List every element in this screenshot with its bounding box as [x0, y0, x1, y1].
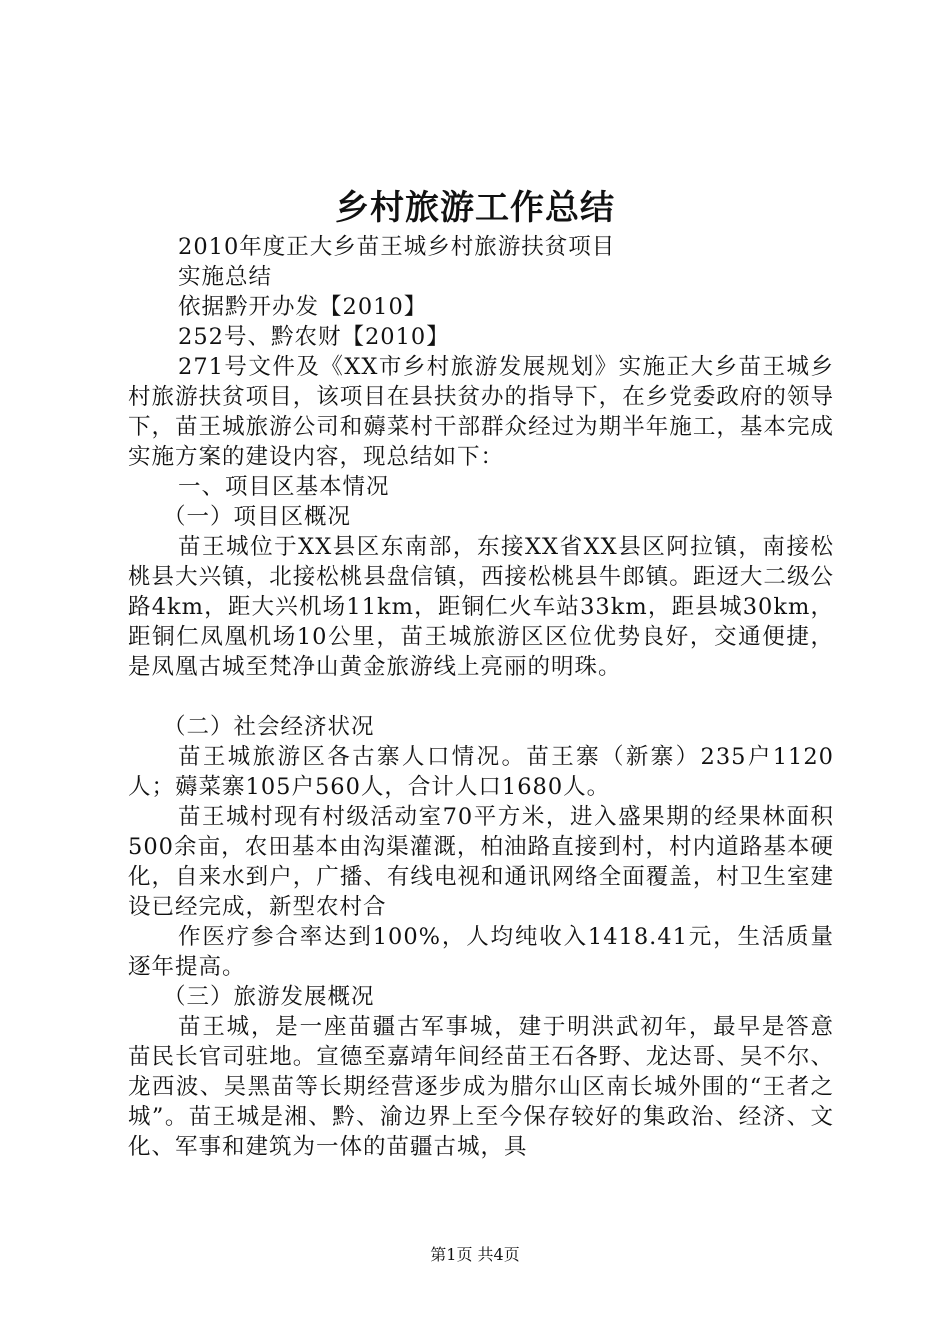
paragraph-location: 苗王城位于XX县区东南部，东接XX省XX县区阿拉镇，南接松桃县大兴镇，北接松桃县盘信镇，西接松桃县牛郎镇。距迓大二级公路4km，距大兴机场11km，距铜仁火车站33km，距县城30km，距铜仁凤凰机场10公里，苗王城旅游区区位优势良好，交通便捷，是凤凰古城至梵净山黄金旅游线上亮丽的明珠。 [128, 534, 834, 680]
paragraph-basis-2: 252号、黔农财【2010】 [178, 324, 450, 350]
paragraph-basis-1: 依据黔开办发【2010】 [178, 294, 428, 320]
subsection-heading-3: （三）旅游发展概况 [163, 984, 375, 1010]
blank-line [128, 682, 834, 712]
paragraph-population: 苗王城旅游区各古寨人口情况。苗王寨（新寨）235户1120人；薅菜寨105户560人，合计人口1680人。 [128, 744, 834, 800]
paragraph-income: 作医疗参合率达到100%，人均纯收入1418.41元，生活质量逐年提高。 [128, 924, 834, 980]
document-title: 乡村旅游工作总结 [335, 188, 615, 228]
subsection-heading-2: （二）社会经济状况 [163, 714, 375, 740]
paragraph-intro: 271号文件及《XX市乡村旅游发展规划》实施正大乡苗王城乡村旅游扶贫项目，该项目在县扶贫办的指导下，在乡党委政府的领导下，苗王城旅游公司和薅菜村干部群众经过为期半年施工，基本完成实施方案的建设内容，现总结如下： [128, 354, 834, 470]
section-heading-1: 一、项目区基本情况 [178, 474, 390, 500]
document-body [128, 232, 834, 1162]
paragraph-project-name: 2010年度正大乡苗王城乡村旅游扶贫项目 [178, 234, 616, 260]
paragraph-summary-label: 实施总结 [178, 264, 273, 290]
page-number-footer: 第1页 共4页 [430, 1245, 520, 1264]
paragraph-infrastructure: 苗王城村现有村级活动室70平方米，进入盛果期的经果林面积500余亩，农田基本由沟渠灌溉，柏油路直接到村，村内道路基本硬化，自来水到户，广播、有线电视和通讯网络全面覆盖，村卫生室建设已经完成，新型农村合 [128, 804, 834, 920]
subsection-heading-1: （一）项目区概况 [163, 504, 352, 530]
paragraph-history: 苗王城，是一座苗疆古军事城，建于明洪武初年，最早是答意苗民长官司驻地。宣德至嘉靖年间经苗王石各野、龙达哥、吴不尔、龙西波、吴黑苗等长期经营逐步成为腊尔山区南长城外围的“王者之城”。苗王城是湘、黔、渝边界上至今保存较好的集政治、经济、文化、军事和建筑为一体的苗疆古城，具 [128, 1014, 834, 1160]
